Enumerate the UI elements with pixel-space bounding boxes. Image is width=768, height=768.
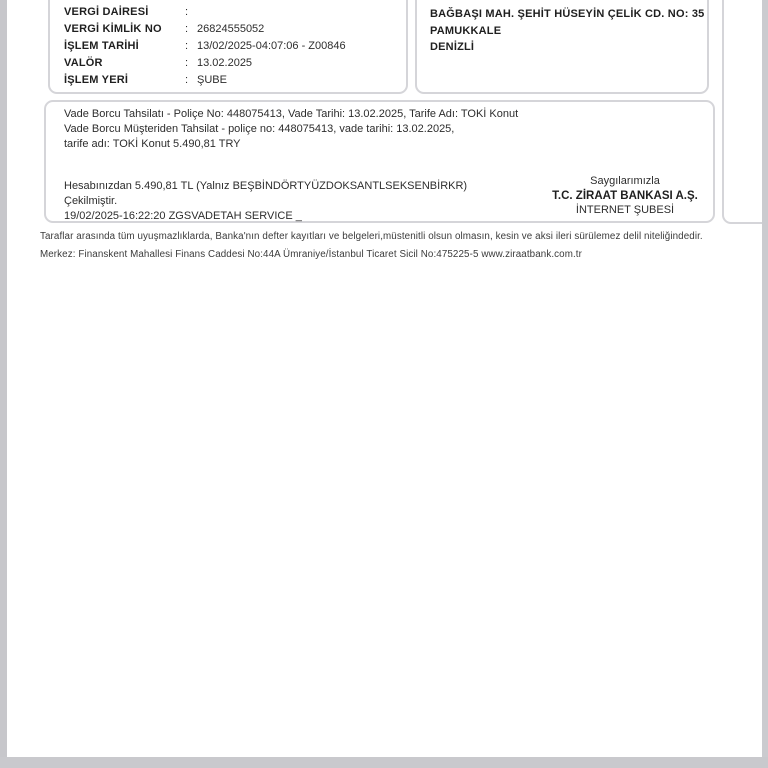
- transaction-description: [64, 107, 518, 153]
- address-line: BAĞBAŞI MAH. ŞEHİT HÜSEYİN ÇELİK CD. NO: 35: [430, 8, 705, 20]
- description-line: tarife adı: TOKİ Konut 5.490,81 TRY: [64, 138, 241, 151]
- description-line: Vade Borcu Müşteriden Tahsilat - poliçe no: 448075413, vade tarihi: 13.02.2025,: [64, 123, 455, 136]
- tax-info-box: [48, 0, 408, 94]
- page-edge-left: [0, 0, 7, 768]
- info-row-islem-tarihi: [64, 38, 406, 55]
- page-edge-bottom: [0, 757, 768, 768]
- transaction-detail-box: [44, 100, 715, 223]
- info-label: İŞLEM YERİ: [64, 74, 129, 86]
- info-value: 13.02.2025: [197, 57, 253, 69]
- info-separator: :: [185, 57, 189, 69]
- info-label: VERGİ DAİRESİ: [64, 6, 149, 18]
- info-row-valor: [64, 55, 406, 72]
- info-value: 26824555052: [197, 23, 265, 35]
- info-label: VERGİ KİMLİK NO: [64, 23, 162, 35]
- info-label: İŞLEM TARİHİ: [64, 40, 139, 52]
- withdrawal-line: Çekilmiştir.: [64, 195, 118, 207]
- address-line: PAMUKKALE: [430, 24, 502, 37]
- bank-signature: [490, 174, 760, 218]
- address-line: DENİZLİ: [430, 41, 475, 53]
- info-separator: :: [185, 74, 189, 86]
- info-value: ŞUBE: [197, 74, 227, 86]
- branch-name: İNTERNET ŞUBESİ: [575, 204, 675, 216]
- customer-address-box: [415, 0, 709, 94]
- legal-disclaimer: Taraflar arasında tüm uyuşmazlıklarda, Banka'nın defter kayıtları ve belgeleri,müstenitli olsun olmasın, kesin ve aksi ileri sürülemez delil niteliğindedir.: [40, 231, 703, 242]
- info-separator: :: [185, 6, 189, 18]
- page-edge-right: [762, 0, 768, 768]
- info-row-islem-yeri: [64, 72, 406, 89]
- info-row-vergi-dairesi: [64, 4, 406, 21]
- info-row-vergi-kimlik-no: [64, 21, 406, 38]
- info-value: 13/02/2025-04:07:06 - Z00846: [197, 40, 346, 52]
- bank-headquarters-address: Merkez: Finanskent Mahallesi Finans Caddesi No:44A Ümraniye/İstanbul Ticaret Sicil No:475225-5 www.ziraatbank.com.tr: [40, 249, 582, 260]
- bank-name: T.C. ZİRAAT BANKASI A.Ş.: [552, 189, 698, 202]
- description-line: Vade Borcu Tahsilatı - Poliçe No: 448075413, Vade Tarihi: 13.02.2025, Tarife Adı: TOKİ Konut: [64, 108, 519, 120]
- withdrawal-line: Hesabınızdan 5.490,81 TL (Yalnız BEŞBİNDÖRTYÜZDOKSANTLSEKSENBİRKR): [64, 180, 468, 192]
- withdrawal-line: 19/02/2025-16:22:20 ZGSVADETAH SERVICE _: [64, 210, 302, 222]
- info-label: VALÖR: [64, 57, 103, 69]
- signature-greeting: Saygılarımızla: [590, 175, 660, 187]
- info-separator: :: [185, 40, 189, 52]
- withdrawal-statement: [64, 179, 467, 224]
- info-separator: :: [185, 23, 189, 35]
